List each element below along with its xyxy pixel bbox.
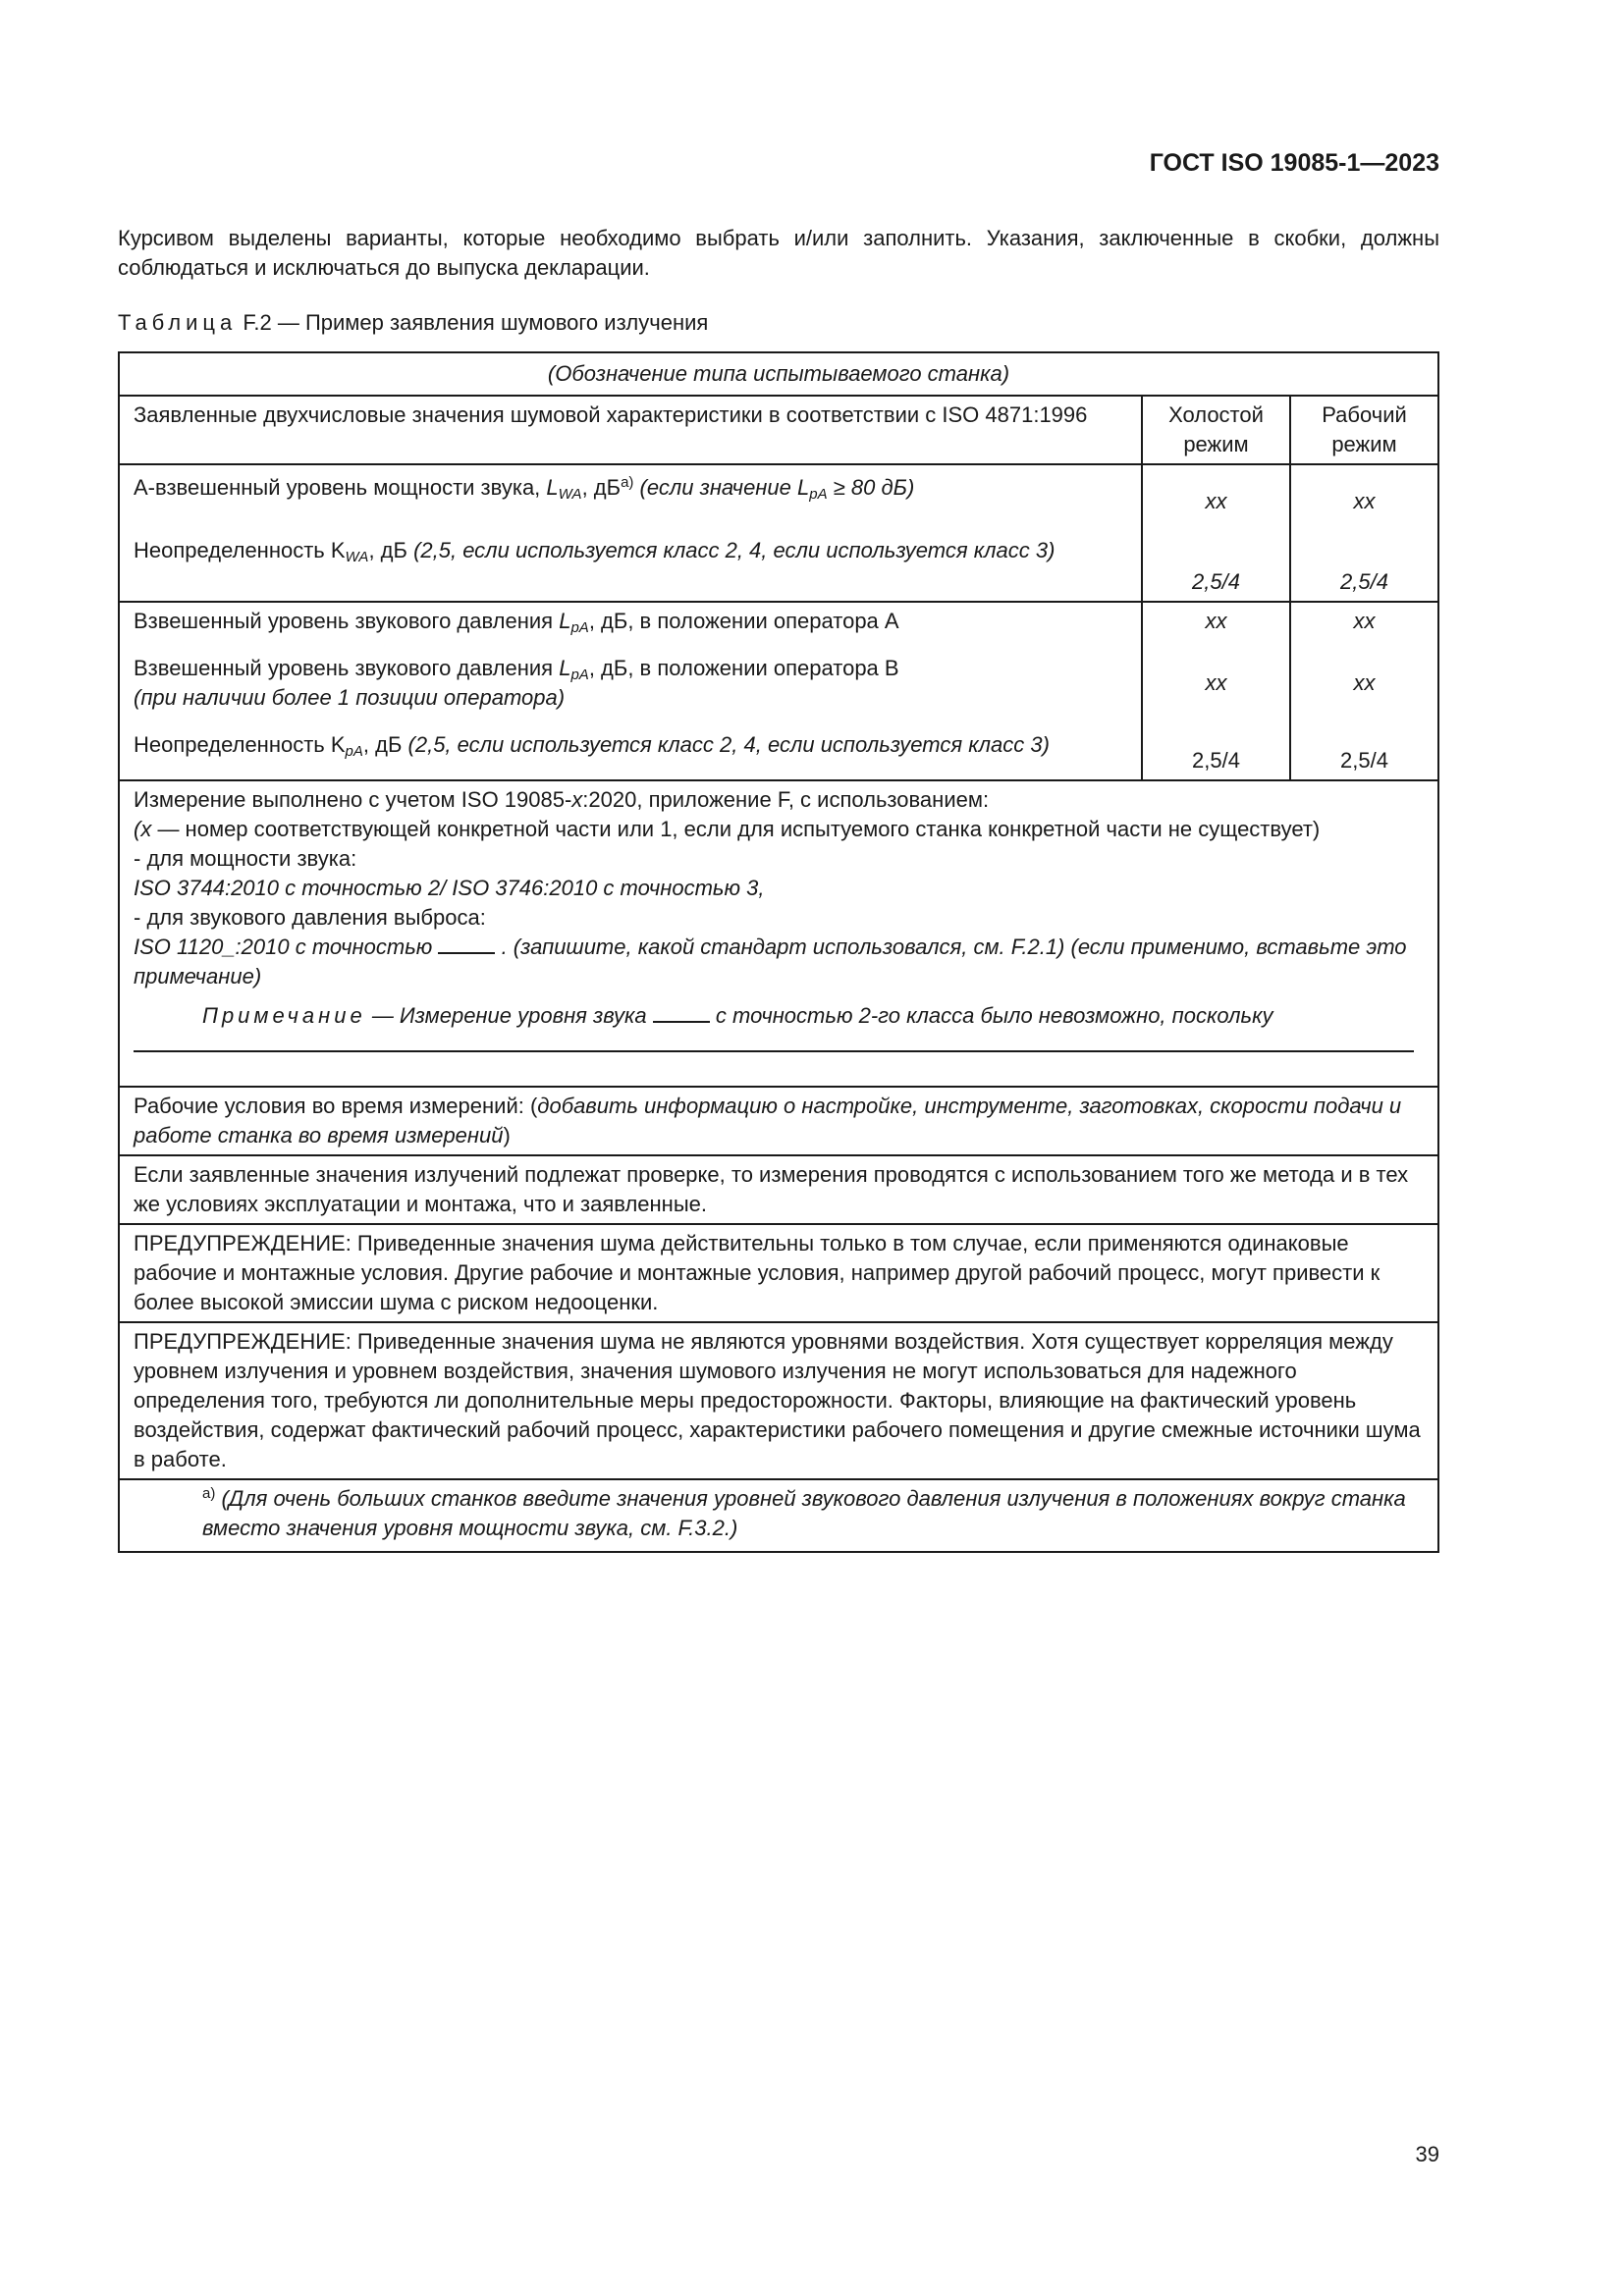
press-b-work-value: xx <box>1353 670 1376 695</box>
measurement-note <box>134 1001 1424 1031</box>
power-condition-sub: pA <box>809 486 828 503</box>
table-title-row <box>119 352 1438 396</box>
noise-declaration-table <box>118 351 1439 1553</box>
power-uncertainty-text <box>134 536 1127 565</box>
meas-line6-b: . (запишите, какой стандарт использовался, см. F.2.1) (если применимо, вставьте это примечание) <box>134 934 1407 988</box>
press-unc-unit: , дБ <box>362 732 408 757</box>
conditions-label: Рабочие условия во время измерений: ( <box>134 1094 538 1118</box>
footnote-text: (Для очень больших станков введите значения уровней звукового давления излучения в положениях вокруг станка вместо значения уровня мощности звука, см. F.3.2.) <box>202 1486 1406 1540</box>
footnote-cell <box>119 1479 1438 1552</box>
caption-prefix: Таблица <box>118 310 238 335</box>
press-a-work-value: xx <box>1353 609 1376 633</box>
power-unc-unit: , дБ <box>368 538 414 562</box>
pressure-group-row <box>119 602 1438 780</box>
measurement-cell <box>119 780 1438 1087</box>
power-work-value: xx <box>1353 489 1376 513</box>
press-b-idle-value: xx <box>1205 670 1227 695</box>
intro-paragraph: Курсивом выделены варианты, которые необходимо выбрать и/или заполнить. Указания, заключенные в скобки, должны соблюдаться и исключаться до выпуска декларации. <box>118 226 1439 280</box>
press-unc-sub: pA <box>345 743 363 760</box>
page-number: 39 <box>1415 2142 1439 2166</box>
idle-mode-header <box>1142 396 1290 464</box>
power-label: А-взвешенный уровень мощности звука, <box>134 475 547 500</box>
warning-2-text: ПРЕДУПРЕЖДЕНИЕ: Приведенные значения шума не являются уровнями воздействия. Хотя существует корреляция между уровнем излучения и уровнем воздействия, значения шумового излучения не могут использоваться для надежного определения того, требуются ли дополнительные меры предосторожности. Факторы, влияющие на фактический уровень воздействия, содержат фактический рабочий процесс, характеристики рабочего помещения и другие смежные источники шума в работе. <box>134 1329 1421 1471</box>
pressure-work-cell <box>1290 602 1438 780</box>
press-a-idle-value: xx <box>1205 609 1227 633</box>
meas-line6-a: ISO 1120_:2010 с точностью <box>134 934 439 959</box>
press-b-symbol: L <box>559 656 571 680</box>
measurement-line-1 <box>134 785 1424 815</box>
footnote-row <box>119 1479 1438 1552</box>
press-b-rest: , дБ, в положении оператора В <box>588 656 899 680</box>
meas-line1-b: :2020, приложение F, с использованием: <box>582 787 990 812</box>
declared-values-text: Заявленные двухчисловые значения шумовой характеристики в соответствии с ISO 4871:1996 <box>134 402 1088 427</box>
verification-cell <box>119 1155 1438 1224</box>
power-unc-work-value: 2,5/4 <box>1340 569 1388 594</box>
note-text-a: — Измерение уровня звука <box>365 1003 653 1028</box>
power-condition-a: (если значение <box>633 475 797 500</box>
press-a-label: Взвешенный уровень звукового давления <box>134 609 560 633</box>
power-level-text <box>134 469 1127 503</box>
power-idle-value: xx <box>1205 489 1227 513</box>
power-unit: , дБ <box>581 475 622 500</box>
declared-values-cell <box>119 396 1142 464</box>
conditions-close: ) <box>503 1123 511 1148</box>
press-b-sub: pA <box>570 667 589 683</box>
press-unc-work-value: 2,5/4 <box>1340 748 1388 773</box>
power-work-cell <box>1290 464 1438 602</box>
meas-line2-a: ( <box>134 817 141 841</box>
verification-row <box>119 1155 1438 1224</box>
power-group-row <box>119 464 1438 602</box>
footnote <box>134 1484 1424 1543</box>
table-header-row <box>119 396 1438 464</box>
press-b-label: Взвешенный уровень звукового давления <box>134 656 560 680</box>
measurement-line-6 <box>134 933 1424 991</box>
footnote-mark: а) <box>202 1485 216 1502</box>
work-mode-label: Рабочий режим <box>1322 402 1407 456</box>
warning-1-text: ПРЕДУПРЕЖДЕНИЕ: Приведенные значения шума действительны только в том случае, если применяются одинаковые рабочие и монтажные условия. Другие рабочие и монтажные условия, например другой рабочий процесс, могут привести к более высокой эмиссии шума с риском недооценки. <box>134 1231 1380 1314</box>
pressure-group-cell <box>119 602 1142 780</box>
power-symbol: L <box>546 475 559 500</box>
power-unc-idle-value: 2,5/4 <box>1192 569 1240 594</box>
power-unc-label: Неопределенность K <box>134 538 346 562</box>
machine-type-title: (Обозначение типа испытываемого станка) <box>547 361 1010 386</box>
meas-line2-x: x <box>140 817 152 841</box>
conditions-row <box>119 1087 1438 1155</box>
pressure-uncertainty-text <box>134 730 1127 760</box>
power-idle-cell <box>1142 464 1290 602</box>
power-symbol-sub: WA <box>558 486 582 503</box>
power-condition-b: ≥ 80 дБ) <box>827 475 915 500</box>
caption-text: F.2 — Пример заявления шумового излучения <box>237 310 709 335</box>
table-caption <box>118 310 708 336</box>
fill-in-blank <box>438 934 495 954</box>
pressure-a-text <box>134 607 1127 636</box>
press-a-symbol: L <box>559 609 571 633</box>
power-condition-symbol: L <box>797 475 810 500</box>
meas-line2-b: — номер соответствующей конкретной части или 1, если для испытуемого станка конкретной части не существует) <box>151 817 1321 841</box>
measurement-row <box>119 780 1438 1087</box>
power-unc-note: (2,5, если используется класс 2, 4, если используется класс 3) <box>413 538 1056 562</box>
warning-2-row <box>119 1322 1438 1479</box>
press-a-rest: , дБ, в положении оператора А <box>588 609 899 633</box>
warning-1-cell <box>119 1224 1438 1322</box>
power-footnote-mark: а) <box>621 474 634 491</box>
measurement-line-3: - для мощности звука: <box>134 846 357 871</box>
note-fill-line <box>134 1037 1414 1052</box>
note-text-b: с точностью 2-го класса было невозможно, поскольку <box>709 1003 1273 1028</box>
warning-1-row <box>119 1224 1438 1322</box>
work-mode-header <box>1290 396 1438 464</box>
measurement-line-5: - для звукового давления выброса: <box>134 905 486 930</box>
measurement-line-2 <box>134 815 1424 844</box>
press-b-note: (при наличии более 1 позиции оператора) <box>134 685 566 710</box>
conditions-cell <box>119 1087 1438 1155</box>
warning-2-cell <box>119 1322 1438 1479</box>
press-unc-label: Неопределенность K <box>134 732 346 757</box>
press-unc-idle-value: 2,5/4 <box>1192 748 1240 773</box>
note-prefix: Примечание <box>202 1003 366 1028</box>
power-unc-sub: WA <box>345 549 369 565</box>
measurement-line-4: ISO 3744:2010 с точностью 2/ ISO 3746:2010 с точностью 3, <box>134 876 765 900</box>
verification-text: Если заявленные значения излучений подлежат проверке, то измерения проводятся с использованием того же метода и в тех же условиях эксплуатации и монтажа, что и заявленные. <box>134 1162 1409 1216</box>
idle-mode-label: Холостой режим <box>1168 402 1264 456</box>
meas-line1-a: Измерение выполнено с учетом ISO 19085- <box>134 787 572 812</box>
power-group-cell <box>119 464 1142 602</box>
pressure-idle-cell <box>1142 602 1290 780</box>
document-code: ГОСТ ISO 19085-1—2023 <box>1149 149 1439 177</box>
meas-line1-x: x <box>571 787 583 812</box>
press-unc-note: (2,5, если используется класс 2, 4, если используется класс 3) <box>407 732 1050 757</box>
machine-type-cell <box>119 352 1438 396</box>
press-a-sub: pA <box>570 619 589 636</box>
conditions-italic: добавить информацию о настройке, инструменте, заготовках, скорости подачи и работе станка во время измерений <box>134 1094 1402 1148</box>
note-blank <box>653 1003 710 1023</box>
pressure-b-text <box>134 654 1127 713</box>
